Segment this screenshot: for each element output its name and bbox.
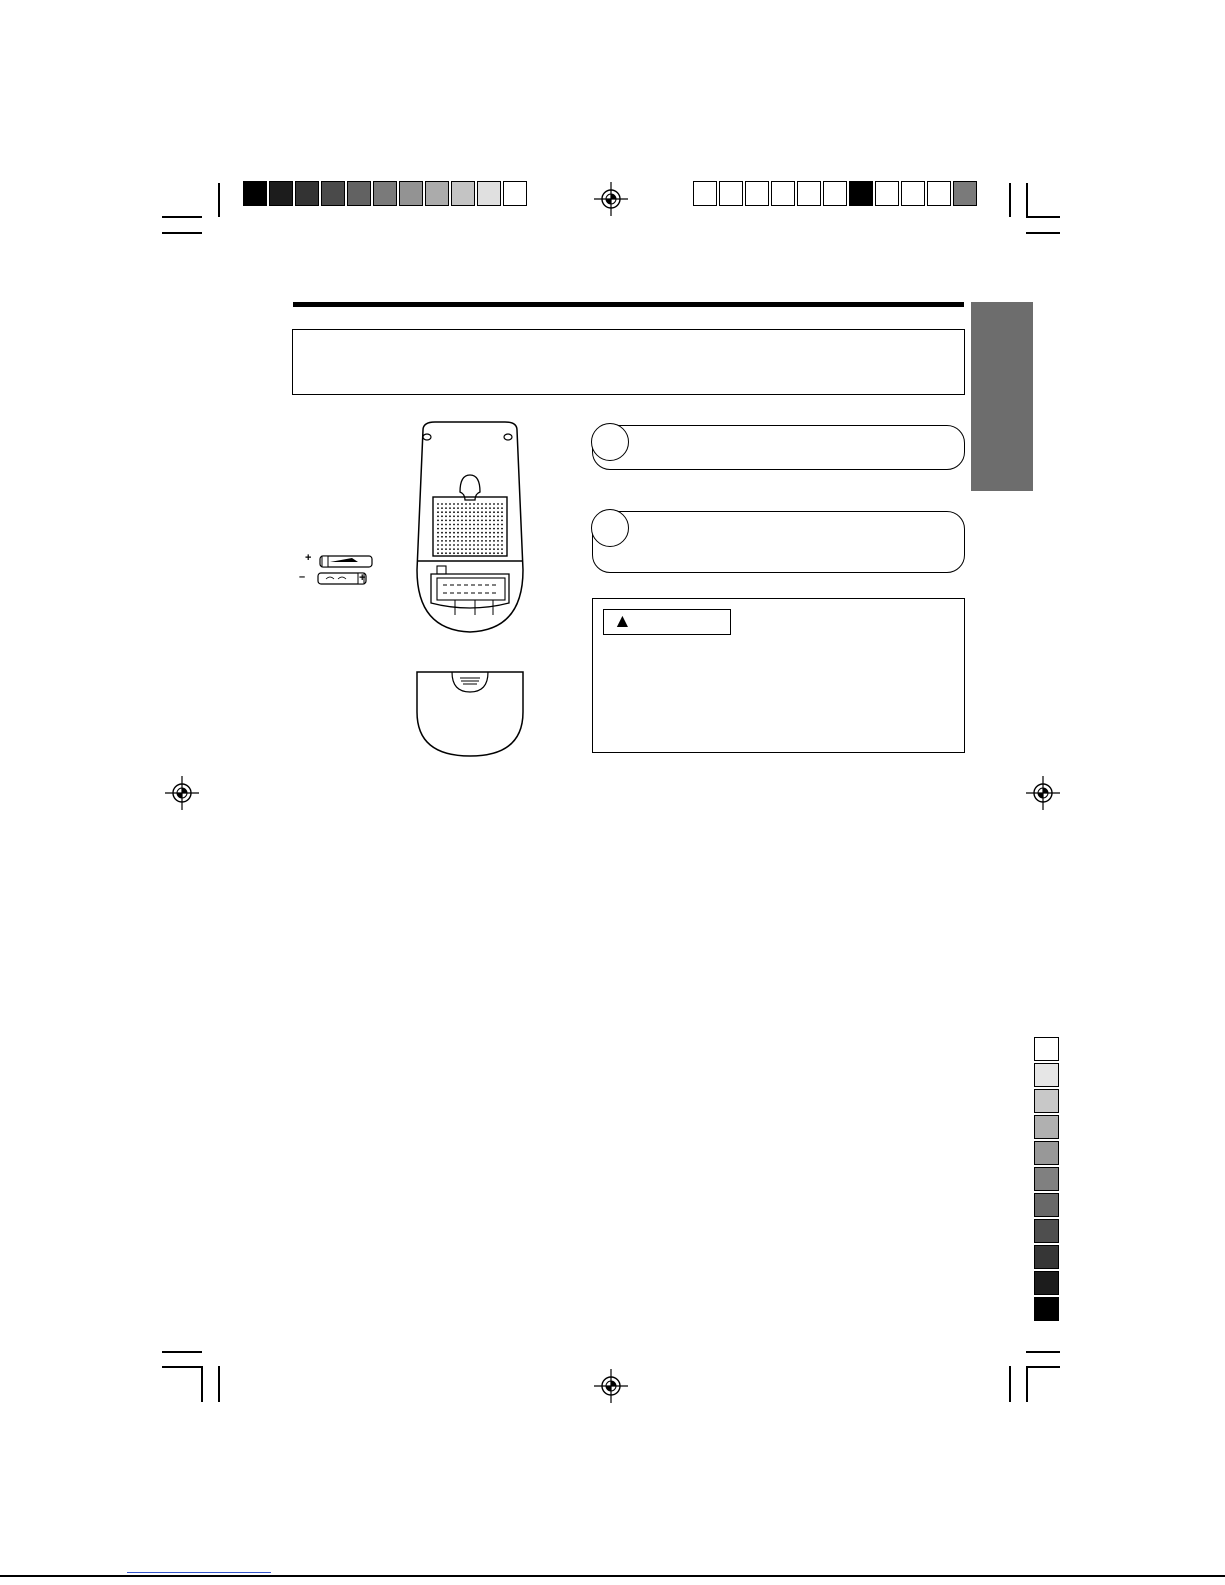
grille-dot [465,520,467,522]
grille-dot [449,524,451,526]
grille-dot [485,532,487,534]
grille-dot [461,548,463,550]
color-swatch [477,181,501,206]
grille-dot [437,536,439,538]
color-swatch [823,181,847,206]
grille-dot [457,544,459,546]
grille-dot [461,520,463,522]
grille-dot [501,548,503,550]
grille-dot [481,515,483,517]
caution-label [603,609,731,635]
registration-mark-icon [611,199,612,200]
step-1-number [591,423,629,461]
grille-dot [457,520,459,522]
grille-dot [441,536,443,538]
grille-dot [493,532,495,534]
grille-dot [445,548,447,550]
color-swatch [1034,1115,1059,1139]
grille-dot [441,544,443,546]
color-swatch [243,181,267,206]
grille-dot [457,528,459,530]
grille-dot [473,544,475,546]
grille-dot [485,515,487,517]
grille-dot [497,511,499,513]
grille-dot [481,552,483,554]
grille-dot [445,540,447,542]
grille-dot [493,528,495,530]
grille-dot [485,503,487,505]
grille-dot [453,520,455,522]
grille-dot [493,540,495,542]
grille-dot [481,507,483,509]
color-swatch [1034,1271,1059,1295]
grille-dot [469,503,471,505]
caution-triangle-icon: ▲ [613,611,632,632]
color-swatch [503,181,527,206]
grille-dot [497,528,499,530]
grille-dot [485,540,487,542]
step-2-box [592,511,965,573]
grille-dot [497,548,499,550]
color-swatch [1034,1297,1059,1321]
grille-dot [489,532,491,534]
grille-dot [449,548,451,550]
grille-dot [497,540,499,542]
grille-dot [449,507,451,509]
grille-dot [465,507,467,509]
grille-dot [485,548,487,550]
color-swatch [347,181,371,206]
grille-dot [481,503,483,505]
grille-dot [501,515,503,517]
grille-dot [449,540,451,542]
grille-dot [477,524,479,526]
color-swatch [875,181,899,206]
footer-link-underline [127,1572,271,1573]
grille-dot [477,520,479,522]
color-swatch [373,181,397,206]
grille-dot [477,511,479,513]
grille-dot [501,520,503,522]
grille-dot [489,515,491,517]
grille-dot [481,540,483,542]
color-swatch [771,181,795,206]
grille-dot [441,528,443,530]
grille-dot [501,552,503,554]
grille-dot [453,511,455,513]
section-rule [293,302,964,307]
grille-dot [461,507,463,509]
grille-dot [477,552,479,554]
grille-dot [449,515,451,517]
grille-dot [485,520,487,522]
grille-dot [461,503,463,505]
grille-dot [473,540,475,542]
grille-dot [469,552,471,554]
grille-dot [437,511,439,513]
grille-dot [489,528,491,530]
battery-cover-illustration [415,670,525,760]
grille-dot [473,520,475,522]
battery-minus-label: – [299,571,306,583]
grille-dot [473,532,475,534]
color-swatch [451,181,475,206]
grille-dot [501,524,503,526]
grille-dot [465,528,467,530]
grille-dot [449,544,451,546]
grille-dot [457,532,459,534]
grille-dot [437,524,439,526]
grille-dot [501,503,503,505]
grille-dot [473,552,475,554]
grille-dot [477,540,479,542]
grille-dot [485,511,487,513]
grille-dot [453,524,455,526]
grille-dot [437,540,439,542]
grille-dot [445,520,447,522]
registration-mark-icon [1043,793,1044,794]
grille-dot [489,548,491,550]
grille-dot [469,524,471,526]
grille-dot [445,507,447,509]
intro-text-box [292,329,965,395]
grille-dot [453,532,455,534]
grille-dot [441,511,443,513]
grille-dot [445,536,447,538]
grille-dot [489,511,491,513]
grille-dot [457,540,459,542]
grille-dot [445,515,447,517]
color-swatch [1034,1063,1059,1087]
grille-dot [453,540,455,542]
grille-dot [461,552,463,554]
grille-dot [441,540,443,542]
grille-dot [437,515,439,517]
grille-dot [477,507,479,509]
grille-dot [457,503,459,505]
color-swatch [1034,1219,1059,1243]
color-swatch [1034,1193,1059,1217]
grille-dot [465,511,467,513]
grille-dot [493,503,495,505]
grille-dot [469,548,471,550]
grille-dot [449,536,451,538]
grille-dot [461,532,463,534]
grille-dot [445,532,447,534]
grille-dot [489,536,491,538]
grille-dot [501,528,503,530]
grille-dot [445,503,447,505]
grille-dot [485,524,487,526]
grille-dot [477,503,479,505]
grille-dot [457,552,459,554]
grille-dot [465,532,467,534]
grille-dot [485,507,487,509]
grille-dot [497,515,499,517]
grille-dot [477,532,479,534]
grille-dot [481,544,483,546]
caution-box [592,598,965,753]
grille-dot [461,511,463,513]
grille-dot [497,520,499,522]
grille-dot [485,536,487,538]
grille-dot [497,532,499,534]
grille-dot [497,536,499,538]
grille-dot [461,528,463,530]
grille-dot [457,507,459,509]
grille-dot [481,520,483,522]
grille-dot [497,544,499,546]
grille-dot [453,528,455,530]
grille-dot [445,544,447,546]
color-swatch [1034,1089,1059,1113]
grille-dot [465,540,467,542]
grille-dot [449,511,451,513]
grille-dot [473,548,475,550]
grille-dot [501,511,503,513]
grille-dot [441,548,443,550]
grille-dot [465,544,467,546]
grille-dot [453,548,455,550]
grille-dot [437,544,439,546]
grille-dot [493,548,495,550]
grille-dot [469,520,471,522]
grille-dot [489,544,491,546]
color-swatch [1034,1037,1059,1061]
color-swatch [321,181,345,206]
grille-dot [489,507,491,509]
grille-dot [477,536,479,538]
grille-dot [497,552,499,554]
grille-dot [437,503,439,505]
color-swatch [719,181,743,206]
grille-dot [441,507,443,509]
color-swatch [1034,1245,1059,1269]
grille-dot [497,503,499,505]
grille-dot [453,536,455,538]
grille-dot [469,515,471,517]
grille-dot [477,528,479,530]
grille-dot [465,503,467,505]
grille-dot [465,524,467,526]
grille-dot [437,520,439,522]
grille-dot [485,528,487,530]
grille-dot [449,520,451,522]
grille-dot [501,536,503,538]
grille-dot [473,507,475,509]
color-swatch [745,181,769,206]
grille-dot [481,528,483,530]
grille-dot [449,532,451,534]
grille-dot [493,552,495,554]
grille-dot [473,503,475,505]
color-swatch [693,181,717,206]
grille-dot [449,552,451,554]
grille-dot [441,552,443,554]
grille-dot [493,536,495,538]
grille-dot [477,544,479,546]
grille-dot [457,524,459,526]
grille-dot [441,520,443,522]
battery-plus-label: + [305,552,312,564]
grille-dot [445,511,447,513]
grille-dot [465,552,467,554]
remote-control-back-illustration [415,420,525,635]
grille-dot [469,532,471,534]
grille-dot [469,536,471,538]
grille-dot [465,515,467,517]
grille-dot [461,515,463,517]
registration-mark-icon [611,1386,612,1387]
grille-dot [469,540,471,542]
grille-dot [501,507,503,509]
grille-dot [461,536,463,538]
grille-dot [441,503,443,505]
grille-dot [489,540,491,542]
grille-dot [489,520,491,522]
grille-dot [465,548,467,550]
grille-dot [437,507,439,509]
grille-dot [481,524,483,526]
grille-dot [497,507,499,509]
grille-dot [493,507,495,509]
color-swatch [399,181,423,206]
grille-dot [437,532,439,534]
color-swatch [295,181,319,206]
grille-dot [457,515,459,517]
color-swatch [927,181,951,206]
registration-mark-icon [182,793,183,794]
grille-dot [493,520,495,522]
step-2-number [591,509,629,547]
grille-dot [457,511,459,513]
grille-dot [481,548,483,550]
color-swatch [269,181,293,206]
grille-dot [473,528,475,530]
grille-dot [469,544,471,546]
grille-dot [501,540,503,542]
grille-dot [501,532,503,534]
step-1-box [592,425,965,470]
grille-dot [489,524,491,526]
grille-dot [437,552,439,554]
grille-dot [453,552,455,554]
grille-dot [461,544,463,546]
grille-dot [453,515,455,517]
color-swatch [1034,1141,1059,1165]
section-side-tab [971,302,1033,491]
color-swatch [797,181,821,206]
battery-pair-illustration [306,553,376,589]
grille-dot [485,552,487,554]
color-swatch [953,181,977,206]
grille-dot [497,524,499,526]
color-swatch [1034,1167,1059,1191]
grille-dot [437,528,439,530]
color-swatch [425,181,449,206]
grille-dot [481,536,483,538]
grille-dot [473,511,475,513]
grille-dot [453,503,455,505]
grille-dot [437,548,439,550]
grille-dot [445,528,447,530]
grille-dot [485,544,487,546]
grille-dot [469,511,471,513]
battery-plus-label: + [359,572,366,584]
grille-dot [461,524,463,526]
grille-dot [493,511,495,513]
grille-dot [477,515,479,517]
grille-dot [481,511,483,513]
grille-dot [445,552,447,554]
grille-dot [457,548,459,550]
grille-dot [501,544,503,546]
grille-dot [441,515,443,517]
grille-dot [489,503,491,505]
grille-dot [441,524,443,526]
grille-dot [465,536,467,538]
grille-dot [445,524,447,526]
grille-dot [481,532,483,534]
grille-dot [489,552,491,554]
grille-dot [469,528,471,530]
grille-dot [457,536,459,538]
grille-dot [449,528,451,530]
grille-dot [473,524,475,526]
grille-dot [473,536,475,538]
grille-dot [469,507,471,509]
color-swatch [901,181,925,206]
grille-dot [493,544,495,546]
grille-dot [461,540,463,542]
grille-dot [493,524,495,526]
footer-rule [0,1575,1225,1577]
grille-dot [493,515,495,517]
grille-dot [441,532,443,534]
grille-dot [473,515,475,517]
color-swatch [849,181,873,206]
grille-dot [477,548,479,550]
grille-dot [453,544,455,546]
grille-dot [453,507,455,509]
grille-dot [449,503,451,505]
